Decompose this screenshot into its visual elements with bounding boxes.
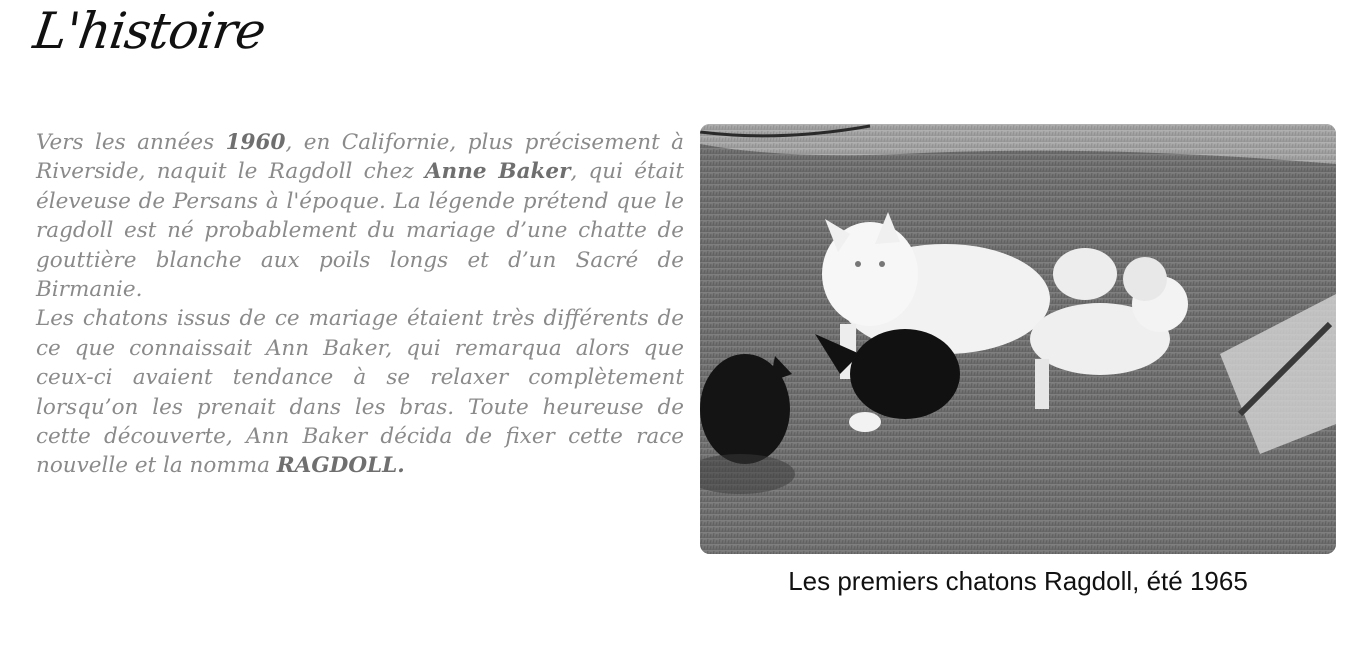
history-text [36, 128, 684, 481]
paragraph-discovery: Les chatons issus de ce mariage étaient très différents de ce que connaissait Ann Baker, qui remarqua alors que ceux-ci avaient tendance à se relaxer complètement lorsqu’on les prenait dans les bras. Toute heureuse de cette découverte, Ann Baker décida de fixer cette race nouvelle et la nomma RAGDOLL. [36, 306, 684, 479]
paragraph-origin: Vers les années 1960, en Californie, plus précisement à Riverside, naquit le Ragdoll chez Anne Baker, qui était éleveuse de Persans à l'époque. La légende prétend que le ragdoll est né probablement du mariage d’une chatte de gouttière blanche aux poils longs et d’un Sacré de Birmanie. [36, 130, 685, 303]
photo-caption: Les premiers chatons Ragdoll, été 1965 [788, 566, 1248, 596]
breeder-name: Anne Baker [424, 159, 571, 185]
year-1960: 1960 [225, 130, 286, 155]
page-title: L'histoire [29, 2, 269, 60]
kittens-photo [700, 124, 1336, 554]
breed-name: RAGDOLL. [276, 453, 405, 479]
kittens-photo-illustration [700, 124, 1336, 554]
